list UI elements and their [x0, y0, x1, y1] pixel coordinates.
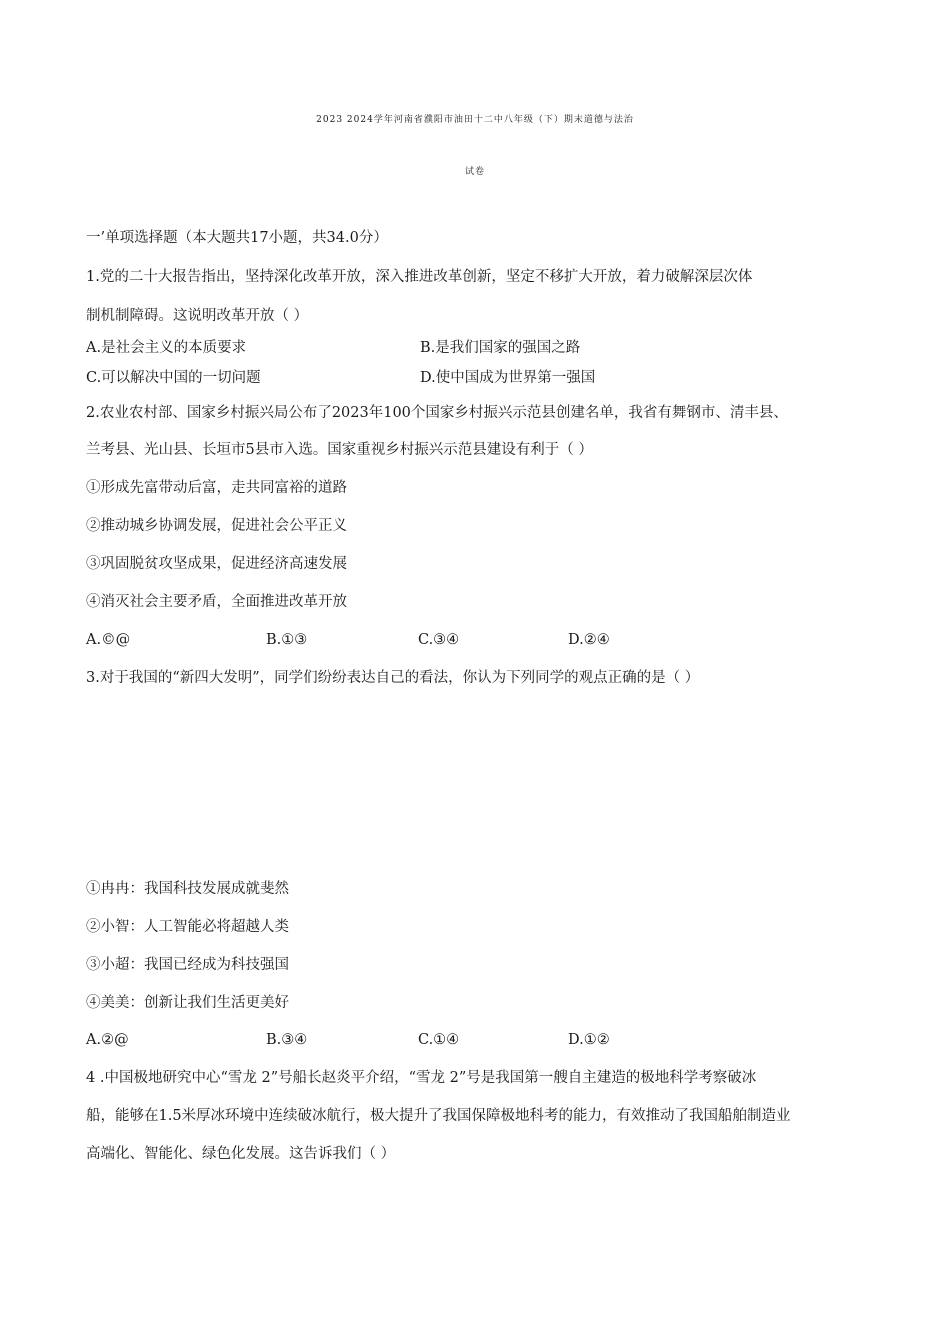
- q3-option-a: A.②@: [86, 1032, 129, 1048]
- q3-statement-2: ②小智：人工智能必将超越人类: [86, 919, 289, 935]
- exam-title-line1: 2023 2024学年河南省濮阳市油田十二中八年级（下）期末道德与法治: [316, 115, 634, 125]
- q3-statement-3: ③小超：我国已经成为科技强国: [86, 957, 289, 973]
- exam-title-line2: 试卷: [464, 167, 485, 177]
- section-heading: 一’单项选择题（本大题共17小题，共34.0分）: [86, 230, 388, 246]
- q2-option-c: C.③④: [418, 632, 460, 648]
- q2-stem-line1: 2.农业农村部、国家乡村振兴局公布了2023年100个国家乡村振兴示范县创建名单，我省有舞钢市、清丰县、: [86, 405, 788, 421]
- q2-statement-3: ③巩固脱贫攻坚成果，促进经济高速发展: [86, 556, 347, 572]
- q4-stem-line2: 船，能够在1.5米厚冰环境中连续破冰航行，极大提升了我国保障极地科考的能力，有效推动了我国船舶制造业: [86, 1108, 791, 1124]
- q2-option-d: D.②④: [568, 632, 610, 648]
- q1-option-d: D.使中国成为世界第一强国: [420, 370, 596, 386]
- q2-statement-1: ①形成先富带动后富，走共同富裕的道路: [86, 480, 347, 496]
- q3-statement-1: ①冉冉：我国科技发展成就斐然: [86, 881, 289, 897]
- q2-statement-4: ④消灭社会主要矛盾，全面推进改革开放: [86, 594, 347, 610]
- q4-stem-line3: 高端化、智能化、绿色化发展。这告诉我们（ ）: [86, 1146, 396, 1162]
- q1-stem-line2: 制机制障碍。这说明改革开放（ ）: [86, 308, 309, 324]
- q2-statement-2: ②推动城乡协调发展，促进社会公平正义: [86, 518, 347, 534]
- q3-statement-4: ④美美：创新让我们生活更美好: [86, 995, 289, 1011]
- q2-option-b: B.①③: [266, 632, 308, 648]
- q3-option-b: B.③④: [266, 1032, 308, 1048]
- q2-option-a: A.©@: [86, 632, 131, 648]
- q1-option-a: A.是社会主义的本质要求: [86, 340, 247, 356]
- q2-stem-line2: 兰考县、光山县、长垣市5县市入选。国家重视乡村振兴示范县建设有利于（ ）: [86, 442, 593, 458]
- q1-stem-line1: 1.党的二十大报告指出，坚持深化改革开放，深入推进改革创新，坚定不移扩大开放，着力破解深层次体: [86, 269, 753, 285]
- q4-stem-line1: 4 .中国极地研究中心“雪龙 2”号船长赵炎平介绍，“雪龙 2”号是我国第一艘自主建造的极地科学考察破冰: [86, 1070, 757, 1086]
- q3-option-c: C.①④: [418, 1032, 460, 1048]
- q3-stem: 3.对于我国的“新四大发明”，同学们纷纷表达自己的看法，你认为下列同学的观点正确的是（ ）: [86, 670, 700, 686]
- q1-option-b: B.是我们国家的强国之路: [420, 340, 581, 356]
- q3-option-d: D.①②: [568, 1032, 610, 1048]
- q1-option-c: C.可以解决中国的一切问题: [86, 370, 261, 386]
